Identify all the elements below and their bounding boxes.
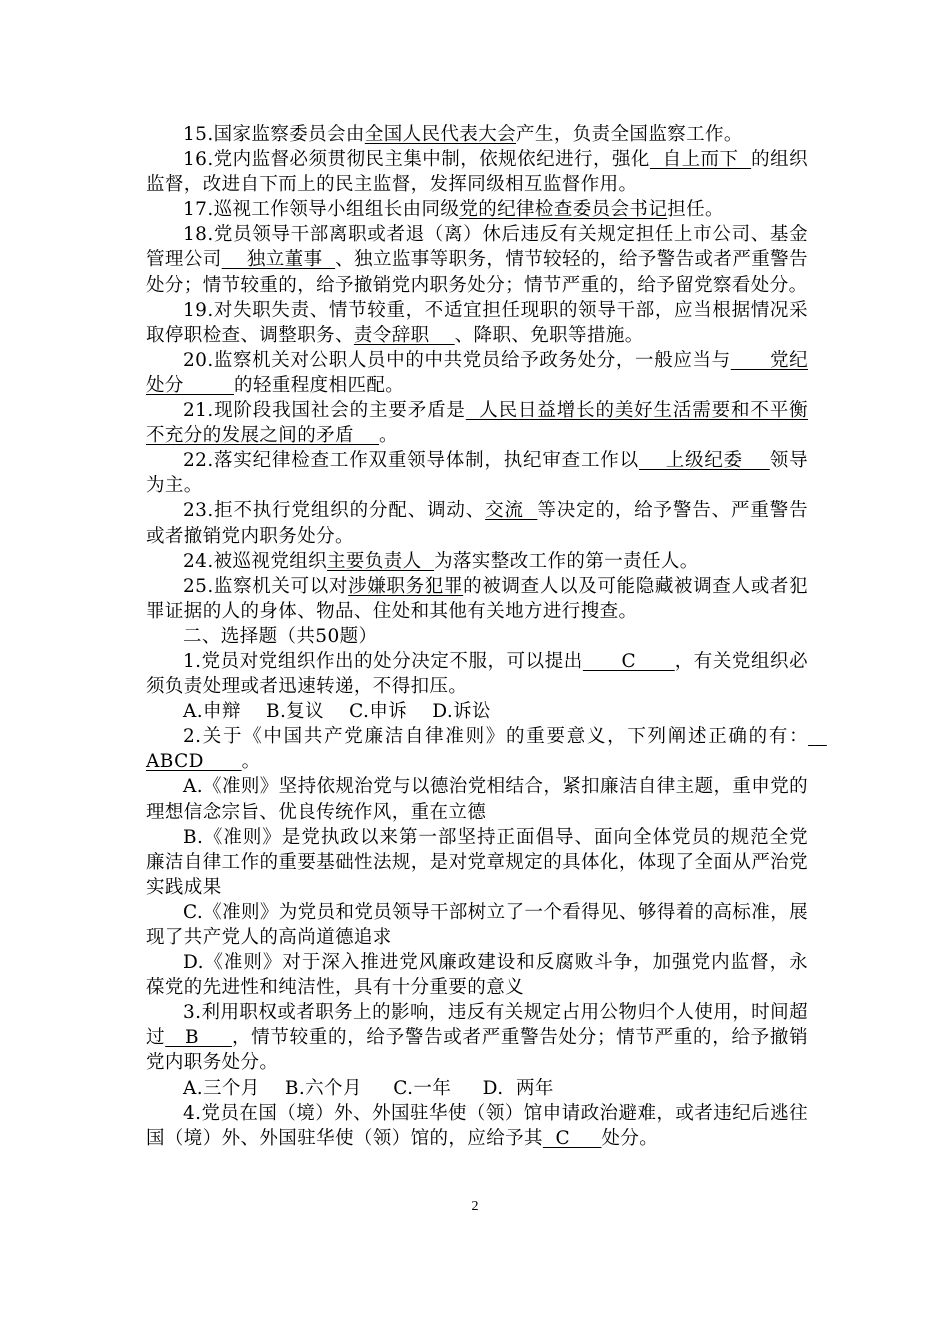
text-segment: 22.落实纪律检查工作双重领导体制，执纪审查工作以 xyxy=(183,450,639,472)
text-segment: 处分。 xyxy=(601,1127,659,1149)
choice-option-2a: A.《准则》坚持依规治党与以德治党相结合，紧扣廉洁自律主题，重申党的理想信念宗旨、优良传统作风，重在立德 xyxy=(146,776,808,823)
section-heading: 二、选择题（共50题） xyxy=(183,625,378,647)
text-segment: 的轻重程度相匹配。 xyxy=(234,374,405,396)
answer-blank: 上级纪委 xyxy=(638,450,770,472)
choice-options-1: A.申辩 B.复议 C.申诉 D.诉讼 xyxy=(183,701,491,723)
text-segment: 、降职、免职等措施。 xyxy=(454,324,644,346)
text-segment: 17.巡视工作领导小组组长由同级 xyxy=(183,199,460,221)
text-segment: 领导为主。 xyxy=(146,450,808,497)
text-segment: 。 xyxy=(241,751,261,773)
text-segment: 3.利用职权或者职务上的影响，违反有关规定占用公物归个人使用，时间超过 xyxy=(146,1002,808,1049)
choice-option-2c: C.《准则》为党员和党员领导干部树立了一个看得见、够得着的高标准，展现了共产党人的高尚道德追求 xyxy=(146,901,808,948)
text-segment: 。 xyxy=(379,425,398,447)
answer-blank: 涉嫌职务犯罪 xyxy=(348,575,464,597)
answer-blank: 人民日益增长的美好生活需要和不平衡不充分的发展之间的矛盾 xyxy=(146,400,808,447)
choice-question-4 xyxy=(146,1101,808,1151)
text-segment: 担任。 xyxy=(667,199,724,221)
answer-blank: ABCD xyxy=(146,726,827,773)
page-number: 2 xyxy=(471,1199,479,1214)
text-segment: 24.被巡视党组织 xyxy=(183,550,328,572)
fill-blank-15 xyxy=(146,122,808,147)
text-segment: 15.国家监察委员会由 xyxy=(183,124,365,145)
text-segment: 23.拒不执行党组织的分配、调动、 xyxy=(183,500,486,522)
text-segment: 21.现阶段我国社会的主要矛盾是 xyxy=(183,400,466,422)
text-segment: ，情节较重的，给予警告或者严重警告处分；情节严重的，给予撤销党内职务处分。 xyxy=(146,1027,808,1074)
fill-blank-18 xyxy=(146,222,808,297)
choice-options-3: A.三个月 B.六个月 C.一年 D. 两年 xyxy=(183,1077,554,1099)
fill-blank-21 xyxy=(146,398,808,448)
answer-blank: 自上而下 xyxy=(649,149,752,171)
text-segment: 的组织监督，改进自下而上的民主监督，发挥同级相互监督作用。 xyxy=(146,149,808,196)
answer-blank: B xyxy=(165,1027,232,1049)
choice-question-3 xyxy=(146,1000,808,1075)
text-segment: 、独立监事等职务，情节较轻的，给予警告或者严重警告处分；情节较重的，给予撤销党内职务处分；情节严重的，给予留党察看处分。 xyxy=(146,249,808,296)
answer-blank: 交流 xyxy=(485,500,538,522)
text-segment: 的被调查人以及可能隐藏被调查人或者犯罪证据的人的身体、物品、住处和其他有关地方进行搜查。 xyxy=(146,575,809,622)
fill-blank-25 xyxy=(146,574,808,624)
fill-blank-22 xyxy=(146,448,808,498)
choice-option-2b: B.《准则》是党执政以来第一部坚持正面倡导、面向全体党员的规范全党廉洁自律工作的重要基础性法规，是对党章规定的具体化，体现了全面从严治党实践成果 xyxy=(146,826,808,898)
text-segment: 20.监察机关对公职人员中的中共党员给予政务处分，一般应当与 xyxy=(183,349,731,371)
answer-blank: 主要负责人 xyxy=(327,550,435,572)
text-segment: 1.党员对党组织作出的处分决定不服，可以提出 xyxy=(183,650,583,672)
text-segment: 为落实整改工作的第一责任人。 xyxy=(434,550,699,572)
answer-blank: C xyxy=(542,1127,602,1149)
document-body xyxy=(146,122,827,1151)
answer-blank: 独立董事 xyxy=(221,249,336,271)
answer-blank: C xyxy=(582,650,675,672)
choice-option-2d: D.《准则》对于深入推进党风廉政建设和反腐败斗争，加强党内监督，永葆党的先进性和纯洁性，具有十分重要的意义 xyxy=(146,952,808,999)
fill-blank-16 xyxy=(146,147,808,197)
answer-blank: 责令辞职 xyxy=(353,324,455,346)
fill-blank-23 xyxy=(146,498,808,548)
answer-blank: 党纪处分 xyxy=(146,349,808,396)
text-segment: 4.党员在国（境）外、外国驻华使（领）馆申请政治避难，或者违纪后逃往国（境）外、外国驻华使（领）馆的，应给予其 xyxy=(146,1102,808,1149)
answer-blank: 全国人民代表大会 xyxy=(364,124,517,145)
text-segment: 16.党内监督必须贯彻民主集中制，依规依纪进行，强化 xyxy=(183,149,650,171)
fill-blank-20 xyxy=(146,348,808,398)
text-segment: 2.关于《中国共产党廉洁自律准则》的重要意义，下列阐述正确的有： xyxy=(183,726,808,748)
text-segment: 产生，负责全国监察工作。 xyxy=(516,124,743,145)
text-segment: 19.对失职失责、情节较重，不适宜担任现职的领导干部，应当根据情况采取停职检查、调整职务、 xyxy=(146,299,808,346)
choice-question-1 xyxy=(146,649,808,699)
text-segment: 18.党员领导干部离职或者退（离）休后违反有关规定担任上市公司、基金管理公司 xyxy=(146,224,808,271)
fill-blank-17 xyxy=(146,197,808,222)
choice-question-2 xyxy=(146,724,827,774)
fill-blank-19 xyxy=(146,298,808,348)
fill-blank-24 xyxy=(146,549,808,574)
text-segment: ，有关党组织必须负责处理或者迅速转递，不得扣压。 xyxy=(146,650,808,698)
text-segment: 25.监察机关可以对 xyxy=(183,575,349,597)
answer-blank: 党的纪律检查委员会书记 xyxy=(459,199,668,221)
text-segment: 等决定的，给予警告、严重警告或者撤销党内职务处分。 xyxy=(146,500,808,547)
